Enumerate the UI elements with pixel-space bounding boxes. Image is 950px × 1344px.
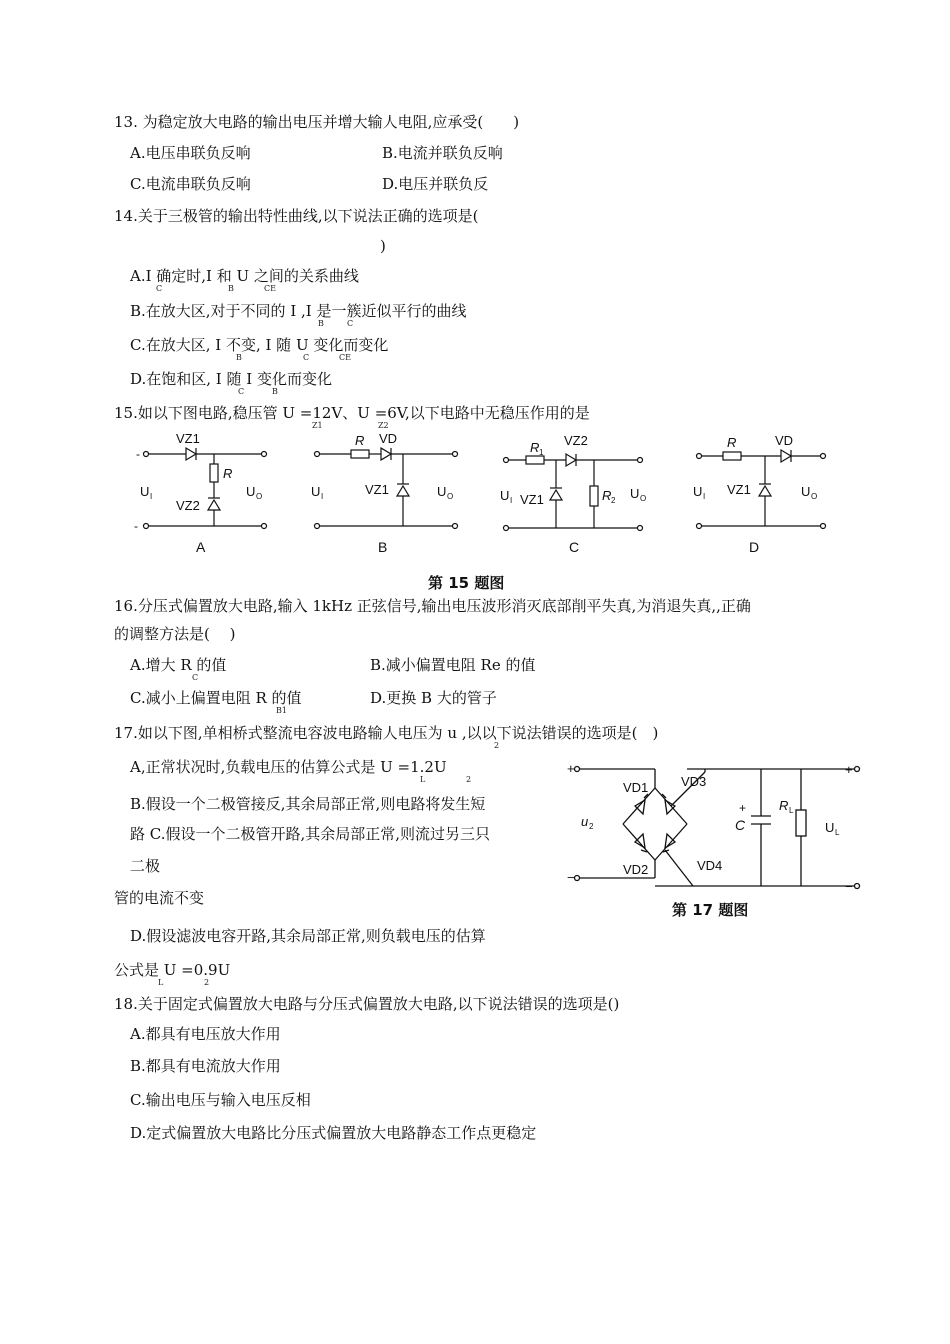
q14-stem-end: )	[380, 237, 386, 255]
c-caption-label: C	[569, 539, 580, 555]
q14-d-sub-1: C	[238, 387, 245, 396]
q14-option-b: B.在放大区,对于不同的 I ,I 是一簇近似平行的曲线	[130, 302, 467, 320]
fig17-vd2-label: VD2	[623, 862, 649, 877]
q15-circuit-d	[685, 428, 835, 558]
q16-stem: 16.分压式偏置放大电路,输入 1kHz 正弦信号,输出电压波形消灭底部削平失真,为消退失真,,正确	[114, 597, 751, 615]
c-uo-sub: O	[640, 494, 647, 503]
q14-a-sub-2: B	[228, 284, 234, 293]
q14-b-sub-2: C	[347, 319, 354, 328]
q17-option-b-4: 管的电流不变	[114, 889, 205, 907]
q14-option-a: A.I 确定时,I 和 U 之间的关系曲线	[130, 267, 359, 285]
d-caption-label: D	[749, 539, 760, 555]
q16-stem-2: 的调整方法是( )	[114, 625, 236, 643]
q18-stem: 18.关于固定式偏置放大电路与分压式偏置放大电路,以下说法错误的选项是()	[114, 995, 620, 1013]
q14-a-sub-3: CE	[264, 284, 276, 293]
q18-option-d: D.定式偏置放大电路比分压式偏置放大电路静态工作点更稳定	[130, 1124, 537, 1142]
q17-stem-sub: 2	[494, 741, 500, 750]
b-caption-label: B	[378, 539, 388, 555]
q17-option-d-2: 公式是 U =0.9U	[114, 961, 231, 979]
d-ui-label: U	[693, 484, 703, 499]
c-r2-sub: 2	[611, 496, 616, 505]
q17-option-a: A,正常状况时,负载电压的估算公式是 U =1.2U	[130, 758, 447, 776]
fig17-vd4-label: VD4	[697, 858, 723, 873]
c-ui-label: U	[500, 488, 510, 503]
q16-a-sub: C	[192, 673, 199, 682]
q17-option-b-2: 路 C.假设一个二极管开路,其余局部正常,则流过另三只	[130, 825, 491, 843]
q14-c-sub-3: CE	[339, 353, 351, 362]
fig17-output-plus: +	[845, 762, 853, 777]
q14-b-sub-1: B	[318, 319, 324, 328]
a-caption-label: A	[196, 539, 206, 555]
d-r-label: R	[727, 435, 737, 450]
q16-option-c: C.减小上偏置电阻 R 的值	[130, 689, 302, 707]
q13-stem: 13. 为稳定放大电路的输出电压并增大输人电阻,应承受( )	[114, 113, 520, 131]
fig17-output-minus: −	[845, 879, 853, 894]
fig17-u2-label: u	[581, 814, 589, 829]
c-vz1-label: VZ1	[520, 492, 544, 507]
q13-option-a: A.电压串联负反响	[130, 144, 251, 162]
c-vz2-label: VZ2	[564, 433, 588, 448]
fig17-cap-plus: +	[739, 801, 747, 815]
a-d2-label: VZ2	[176, 498, 200, 513]
q15-stem-sub-1: Z1	[312, 421, 323, 430]
q17-figure-caption: 第 17 题图	[672, 901, 749, 919]
q17-a-sub-2: 2	[466, 775, 472, 784]
q16-option-a: A.增大 R 的值	[130, 656, 227, 674]
fig17-c-label: C	[735, 817, 746, 833]
a-uo-sub: O	[256, 492, 263, 501]
q14-c-sub-1: B	[236, 353, 242, 362]
b-vd-label: VD	[379, 431, 398, 446]
q16-c-sub: B1	[276, 706, 287, 715]
q13-option-d: D.电压并联负反	[382, 175, 489, 193]
c-ui-sub: I	[510, 496, 513, 505]
q15-stem: 15.如以下图电路,稳压管 U =12V、U =6V,以下电路中无稳压作用的是	[114, 404, 590, 422]
fig17-ul-label: U	[825, 820, 835, 835]
q16-option-b: B.减小偏置电阻 Re 的值	[370, 656, 536, 674]
fig17-input-plus: +	[567, 761, 575, 776]
fig17-vd1-label: VD1	[623, 780, 649, 795]
fig17-rl-sub: L	[789, 806, 794, 815]
d-uo-sub: O	[811, 492, 818, 501]
q14-option-d: D.在饱和区, I 随 I 变化而变化	[130, 370, 332, 388]
b-ui-sub: I	[321, 492, 324, 501]
q17-option-d: D.假设滤波电容开路,其余局部正常,则负载电压的估算	[130, 927, 486, 945]
q17-d2-sub-1: L	[158, 978, 164, 987]
a-r-label: R	[223, 466, 233, 481]
a-d1-label: VZ1	[176, 431, 200, 446]
b-vz-label: VZ1	[365, 482, 389, 497]
q17-option-b: B.假设一个二极管接反,其余局部正常,则电路将发生短	[130, 795, 486, 813]
fig17-input-minus: −	[567, 870, 575, 885]
fig17-rl-label: R	[779, 798, 789, 813]
b-r-label: R	[355, 433, 365, 448]
c-uo-label: U	[630, 486, 640, 501]
d-vz-label: VZ1	[727, 482, 751, 497]
svg-text:-: -	[134, 519, 138, 533]
q14-d-sub-2: B	[272, 387, 278, 396]
q15-circuit-b	[303, 428, 468, 558]
b-uo-label: U	[437, 484, 447, 499]
c-r1-label: R	[530, 440, 540, 455]
a-ui-label: U	[140, 484, 150, 499]
a-uo-label: U	[246, 484, 256, 499]
q18-option-a: A.都具有电压放大作用	[130, 1025, 281, 1043]
q15-circuit-c	[494, 428, 664, 558]
q16-option-d: D.更换 B 大的管子	[370, 689, 497, 707]
q17-a-sub-1: L	[420, 775, 426, 784]
c-r2-label: R	[602, 488, 612, 503]
b-ui-label: U	[311, 484, 321, 499]
q18-option-c: C.输出电压与输入电压反相	[130, 1091, 311, 1109]
q13-option-c: C.电流串联负反响	[130, 175, 251, 193]
q13-option-b: B.电流并联负反响	[382, 144, 503, 162]
a-ui-sub: I	[150, 492, 153, 501]
q14-stem: 14.关于三极管的输出特性曲线,以下说法正确的选项是(	[114, 207, 479, 225]
fig17-vd3-label: VD3	[681, 774, 707, 789]
q14-a-sub-1: C	[156, 284, 163, 293]
q14-option-c: C.在放大区, I 不变, I 随 U 变化而变化	[130, 336, 389, 354]
d-vd-label: VD	[775, 433, 794, 448]
q17-stem: 17.如以下图,单相桥式整流电容波电路输人电压为 u ,以以下说法错误的选项是( )	[114, 724, 659, 742]
b-uo-sub: O	[447, 492, 454, 501]
q15-figure-caption: 第 15 题图	[428, 574, 505, 592]
fig17-u2-sub: 2	[589, 822, 594, 831]
c-r1-sub: 1	[539, 448, 544, 457]
svg-text:-: -	[136, 447, 140, 461]
d-ui-sub: I	[703, 492, 706, 501]
d-uo-label: U	[801, 484, 811, 499]
q17-option-b-3: 二极	[130, 857, 161, 875]
q14-c-sub-2: C	[303, 353, 310, 362]
q15-stem-sub-2: Z2	[378, 421, 389, 430]
q15-circuit-a	[130, 428, 280, 558]
q18-option-b: B.都具有电流放大作用	[130, 1057, 281, 1075]
fig17-ul-sub: L	[835, 828, 840, 837]
q17-d2-sub-2: 2	[204, 978, 210, 987]
